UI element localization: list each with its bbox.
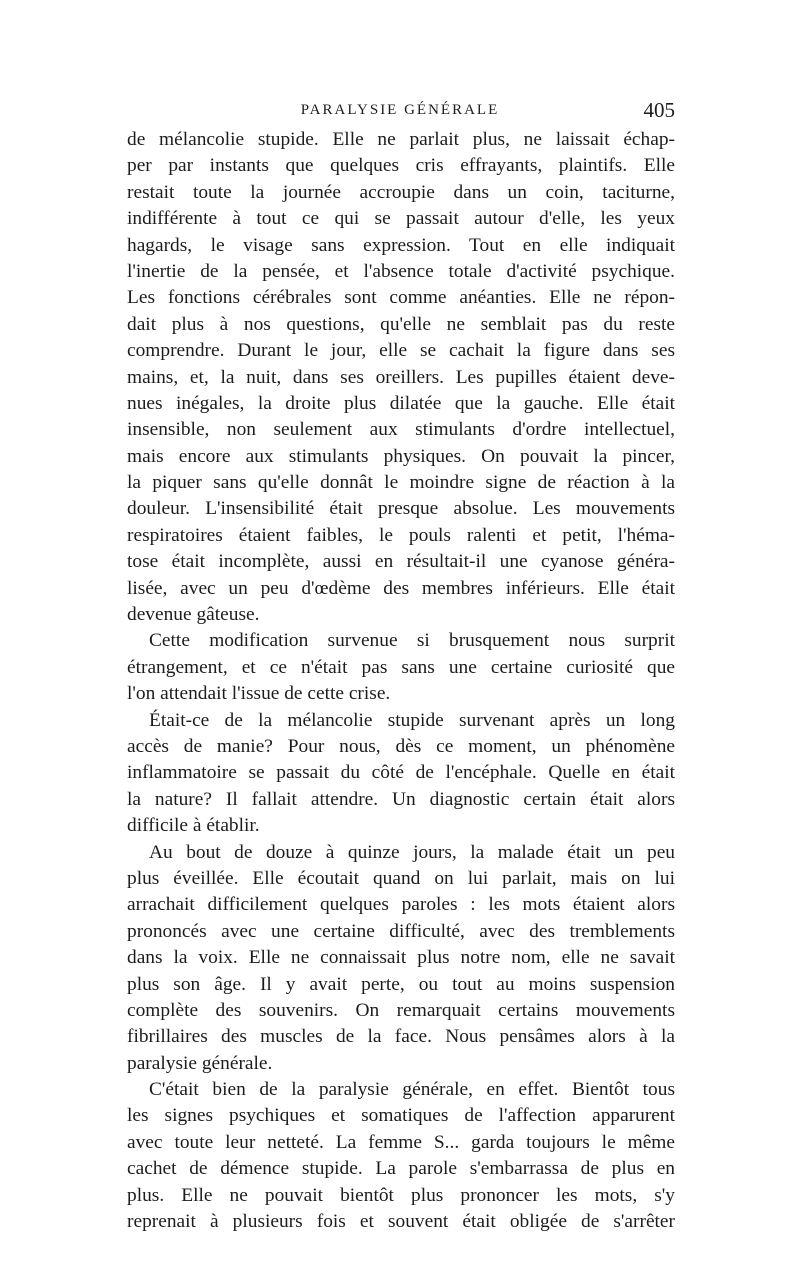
text-line: l'on attendait l'issue de cette crise. [127,683,391,705]
text-line: accès de manie? Pour nous, dès ce moment, un phénomène [127,735,675,757]
text-line: cachet de démence stupide. La parole s'embarrassa de plus en [127,1158,675,1180]
text-line: dait plus à nos questions, qu'elle ne semblait pas du reste [127,313,675,335]
text-line: tose était incomplète, aussi en résultait-il une cyanose généra- [127,551,675,573]
text-line: l'inertie de la pensée, et l'absence totale d'activité psychique. [127,260,675,282]
text-line: plus son âge. Il y avait perte, ou tout au moins suspension [127,973,675,995]
text-line: paralysie générale. [127,1052,273,1074]
text-line: reprenait à plusieurs fois et souvent était obligée de s'arrêter [127,1211,675,1233]
text-line: douleur. L'insensibilité était presque absolue. Les mouvements [127,498,675,520]
text-line: la nature? Il fallait attendre. Un diagnostic certain était alors [127,788,675,810]
text-line: lisée, avec un peu d'œdème des membres inférieurs. Elle était [127,577,675,599]
page-number: 405 [643,98,675,122]
text-line: comprendre. Durant le jour, elle se cachait la figure dans ses [127,340,675,362]
text-line: étrangement, et ce n'était pas sans une certaine curiosité que [127,656,675,678]
text-line: Cette modification survenue si brusquement nous surprit [149,630,675,652]
text-line: C'était bien de la paralysie générale, en effet. Bientôt tous [149,1079,675,1101]
text-line: nues inégales, la droite plus dilatée que la gauche. Elle était [127,392,675,414]
text-line: les signes psychiques et somatiques de l'affection apparurent [127,1105,675,1127]
text-line: la piquer sans qu'elle donnât le moindre signe de réaction à la [127,472,675,494]
text-line: arrachait difficilement quelques paroles : les mots étaient alors [127,894,675,916]
text-line: restait toute la journée accroupie dans un coin, taciturne, [127,181,675,203]
text-line: Était-ce de la mélancolie stupide survenant après un long [149,709,675,731]
text-line: dans la voix. Elle ne connaissait plus notre nom, elle ne savait [127,947,675,969]
text-line: prononcés avec une certaine difficulté, avec des tremblements [127,920,675,942]
text-line: hagards, le visage sans expression. Tout en elle indiquait [127,234,675,256]
text-line: per par instants que quelques cris effrayants, plaintifs. Elle [127,155,675,177]
text-line: avec toute leur netteté. La femme S... garda toujours le même [127,1131,675,1153]
text-line: indifférente à tout ce qui se passait autour d'elle, les yeux [127,208,675,230]
body-text [127,127,675,1235]
text-line: inflammatoire se passait du côté de l'encéphale. Quelle en était [127,762,675,784]
text-line: Les fonctions cérébrales sont comme anéanties. Elle ne répon- [127,287,675,309]
text-line: respiratoires étaient faibles, le pouls ralenti et petit, l'héma- [127,524,675,546]
text-line: difficile à établir. [127,815,260,837]
text-line: de mélancolie stupide. Elle ne parlait plus, ne laissait échap- [127,129,675,150]
text-line: insensible, non seulement aux stimulants d'ordre intellectuel, [127,419,675,441]
text-line: devenue gâteuse. [127,604,260,626]
text-line: complète des souvenirs. On remarquait certains mouvements [127,999,675,1021]
text-line: mais encore aux stimulants physiques. On pouvait la pincer, [127,445,675,467]
text-line: fibrillaires des muscles de la face. Nous pensâmes alors à la [127,1026,675,1048]
running-title: PARALYSIE GÉNÉRALE [300,102,500,118]
page-header [125,98,675,126]
text-line: mains, et, la nuit, dans ses oreillers. Les pupilles étaient deve- [127,366,675,388]
text-line: plus. Elle ne pouvait bientôt plus prononcer les mots, s'y [127,1184,675,1206]
text-line: Au bout de douze à quinze jours, la malade était un peu [149,841,675,863]
text-line: plus éveillée. Elle écoutait quand on lui parlait, mais on lui [127,867,675,889]
